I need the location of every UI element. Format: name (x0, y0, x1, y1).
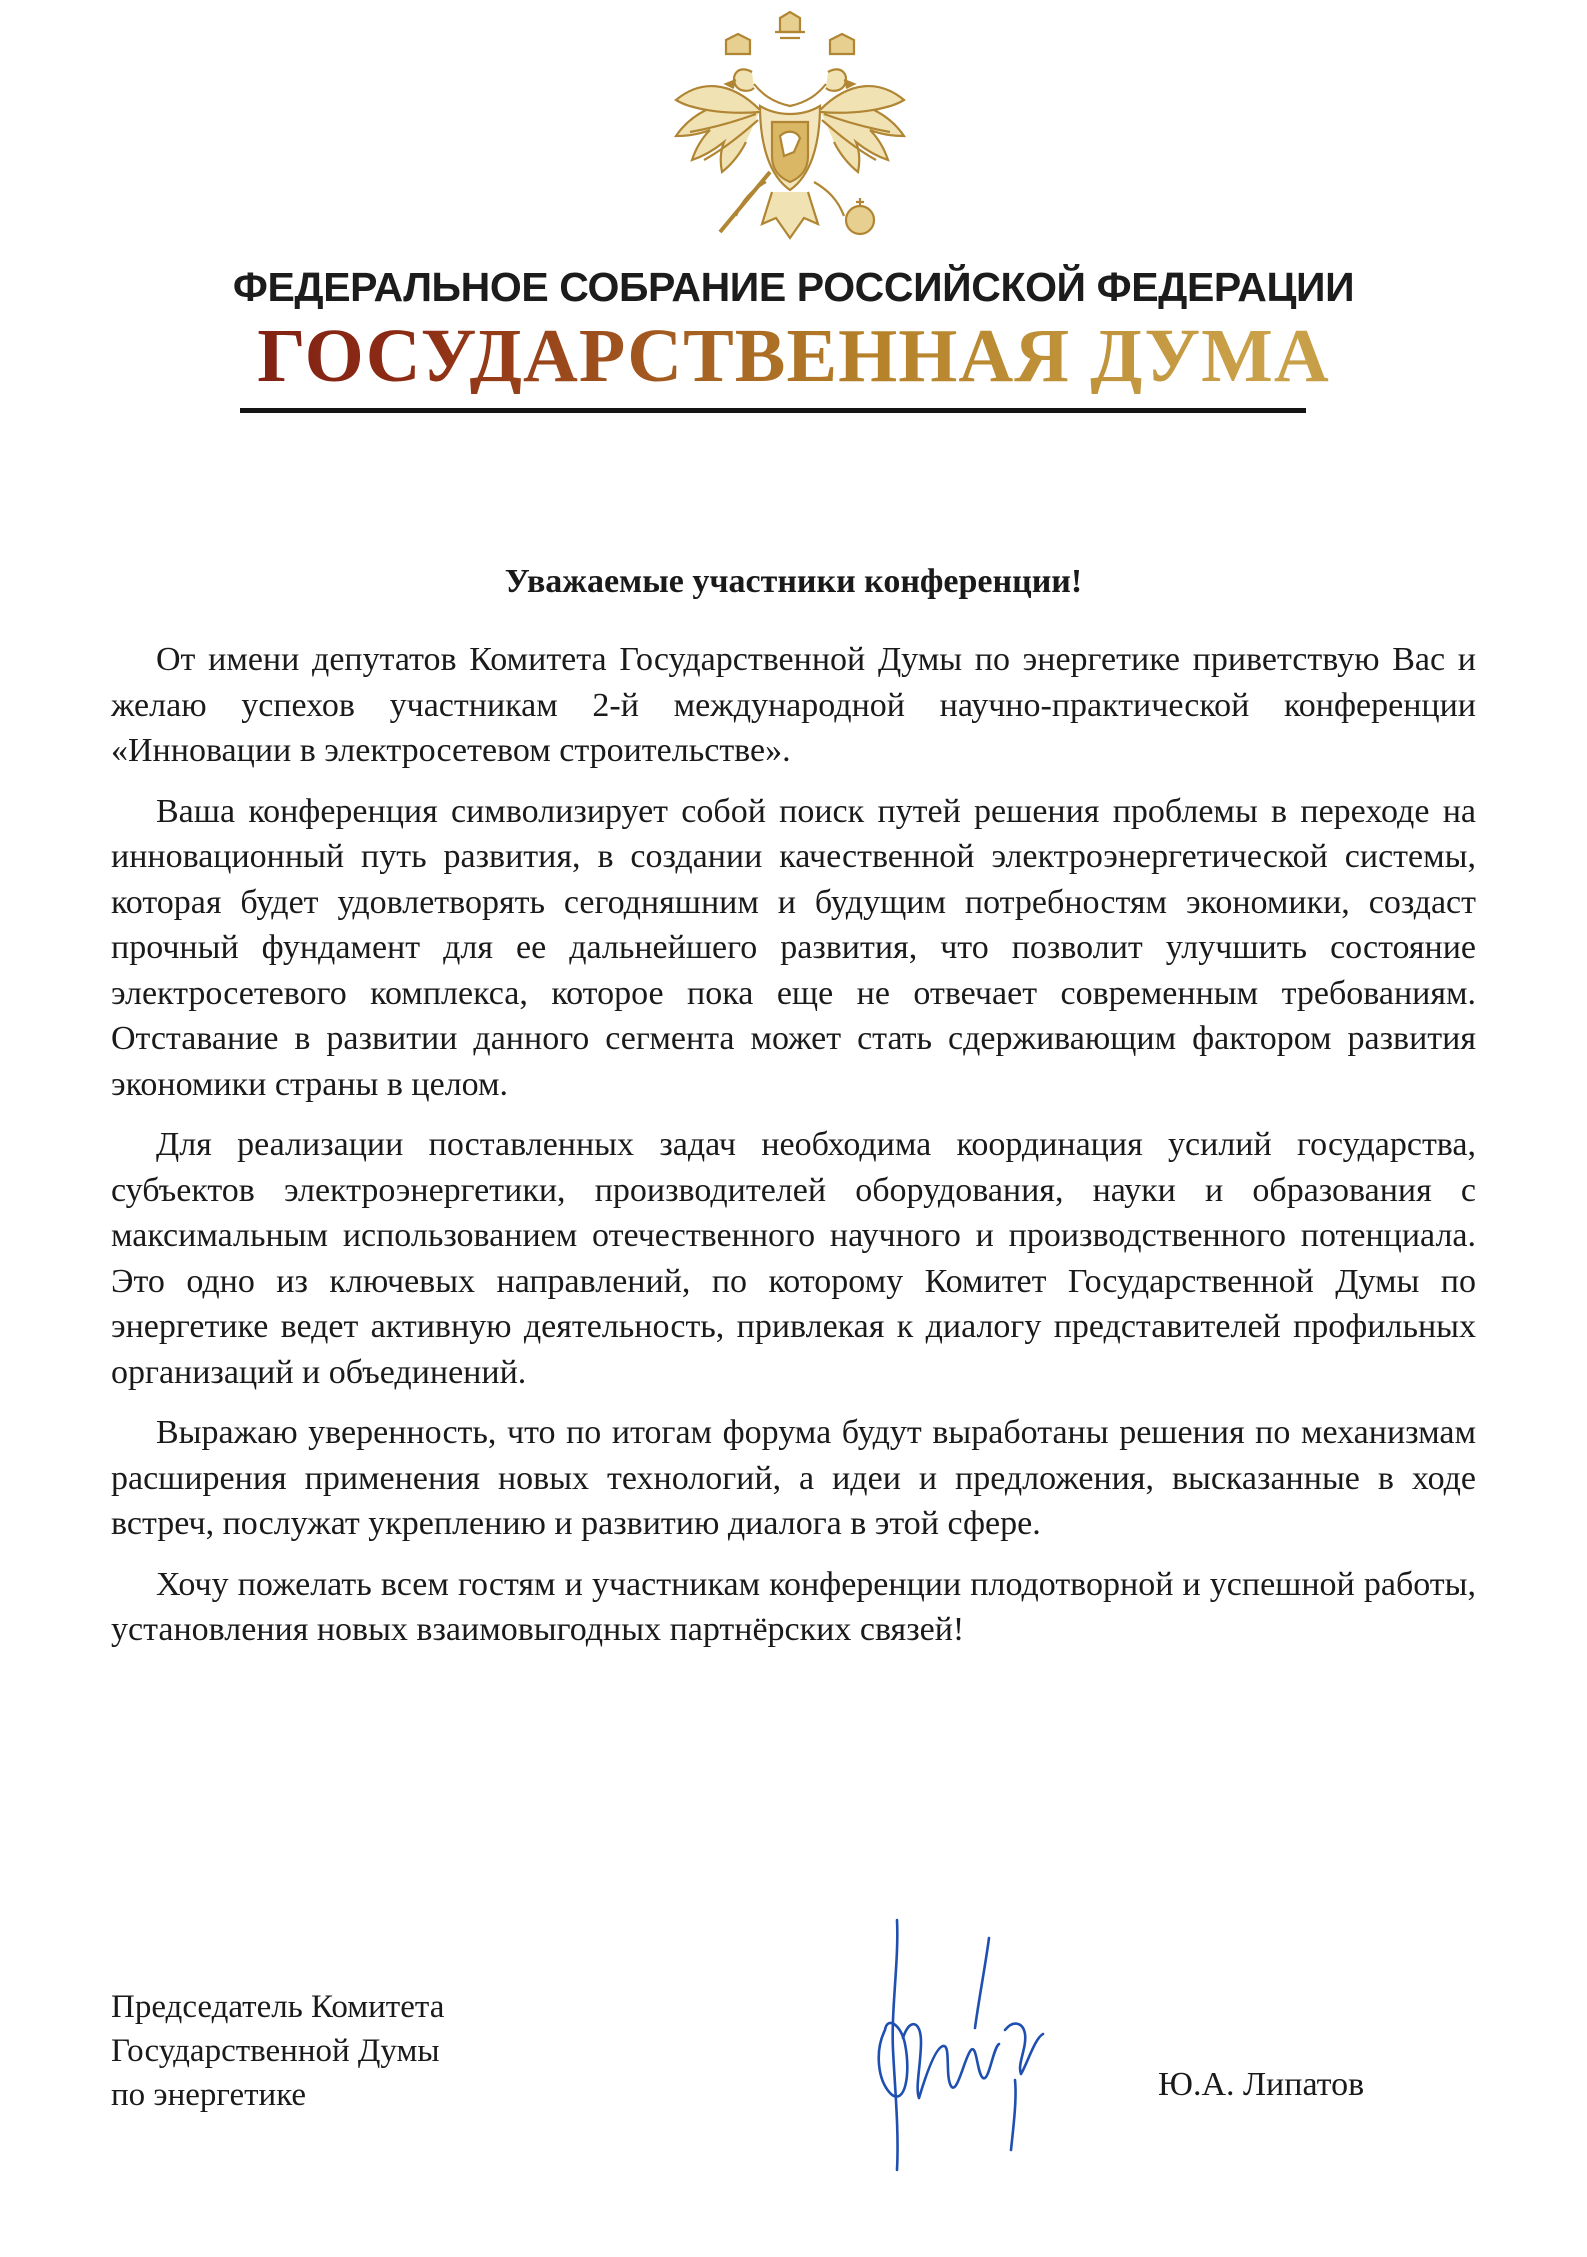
header-divider (240, 408, 1306, 413)
letter-body (111, 637, 1476, 1668)
paragraph-2: Ваша конференция символизирует собой поиск путей решения проблемы в переходе на инновационный путь развития, в создании качественной электроэнергетической системы, которая будет удовлетворять сегодняшним и будущим потребностям экономики, создаст прочный фундамент для ее дальнейшего развития, что позволит улучшить состояние электросетевого комплекса, которое пока еще не отвечает современным требованиям. Отставание в развитии данного сегмента может стать сдерживающим фактором развития экономики страны в целом. (111, 792, 1476, 1103)
paragraph-5: Хочу пожелать всем гостям и участникам конференции плодотворной и успешной работы, установления новых взаимовыгодных партнёрских связей! (111, 1565, 1476, 1648)
letterhead-federal-assembly: ФЕДЕРАЛЬНОЕ СОБРАНИЕ РОССИЙСКОЙ ФЕДЕРАЦИИ (232, 264, 1355, 310)
paragraph-3: Для реализации поставленных задач необходима координация усилий государства, субъектов электроэнергетики, производителей оборудования, науки и образования с максимальным использованием отечественного научного и производственного потенциала. Это одно из ключевых направлений, по которому Комитет Государственной Думы по энергетике ведет активную деятельность, привлекая к диалогу представителей профильных организаций и объединений. (111, 1126, 1476, 1391)
signer-title-line: Председатель Комитета (111, 1989, 445, 2025)
signer-title-line: по энергетике (111, 2077, 307, 2113)
paragraph-1: От имени депутатов Комитета Государственной Думы по энергетике приветствую Вас и желаю успехов участникам 2-й международной научно-практической конференции «Инновации в электросетевом строительстве». (111, 641, 1476, 769)
signer-name: Ю.А. Липатов (1158, 2066, 1365, 2103)
handwritten-signature (855, 1910, 1055, 2180)
paragraph-4: Выражаю уверенность, что по итогам форума будут выработаны решения по механизмам расширения применения новых технологий, а идеи и предложения, высказанные в ходе встреч, послужат укреплению и развитию диалога в этой сфере. (111, 1414, 1476, 1542)
signer-title (111, 1985, 444, 2117)
letterhead-state-duma: ГОСУДАРСТВЕННАЯ ДУМА (0, 318, 1587, 394)
coat-of-arms-icon (660, 10, 920, 272)
signer-title-line: Государственной Думы (111, 2033, 440, 2069)
salutation: Уважаемые участники конференции! (504, 563, 1083, 600)
